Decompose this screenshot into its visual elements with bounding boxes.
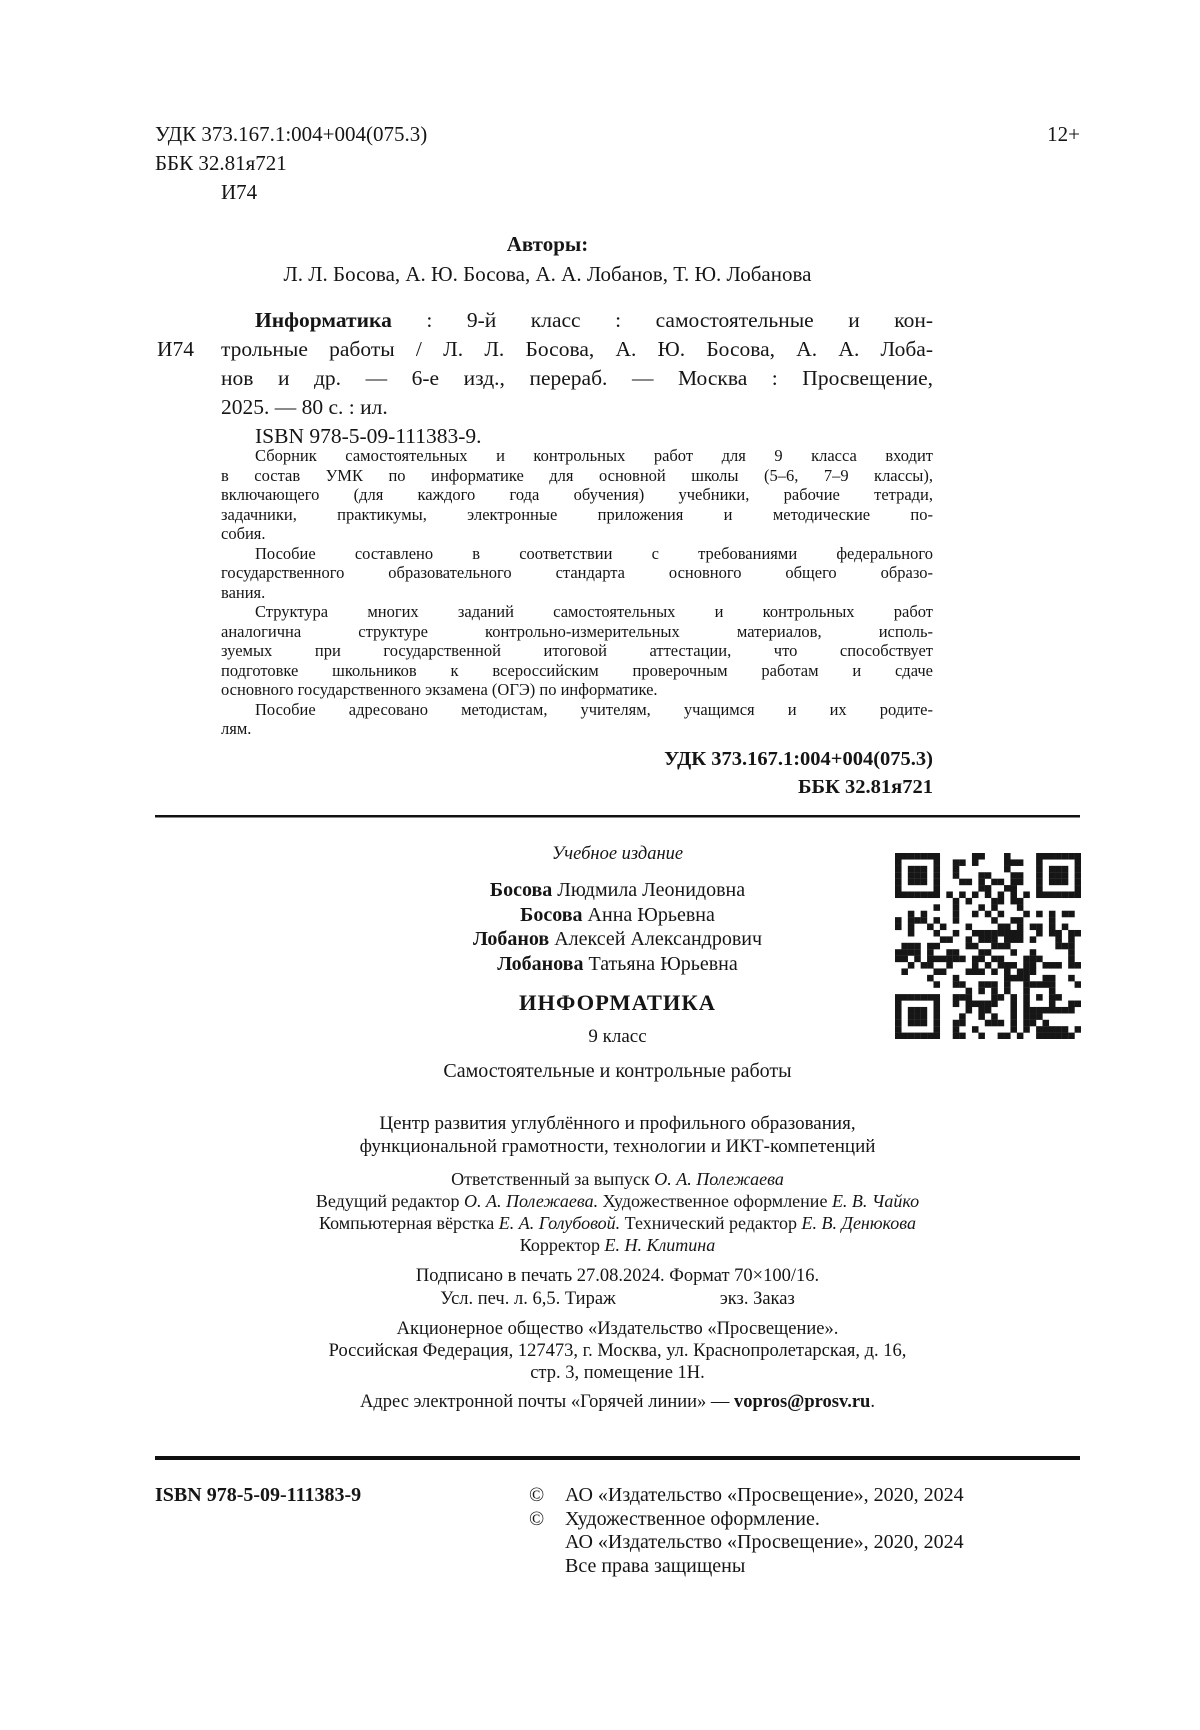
print-info — [155, 1265, 1080, 1311]
udk-code: УДК 373.167.1:004+004(075.3) — [155, 122, 428, 146]
bottom-block — [155, 1484, 1080, 1578]
annotation-line — [221, 700, 933, 720]
copyright-symbol: © — [529, 1507, 545, 1530]
text-segment: Босова — [520, 903, 583, 926]
bibliographic-line — [221, 393, 933, 422]
classification-index: И74 — [221, 180, 258, 204]
copyright-line — [529, 1484, 1080, 1508]
annotation-line — [221, 602, 933, 622]
department-note-line — [155, 1112, 1080, 1135]
annotation-line — [221, 524, 933, 544]
bibliographic-entry — [157, 306, 933, 451]
annotation-line — [221, 466, 933, 486]
publisher-address-line — [155, 1340, 1080, 1362]
staff-credit-line — [155, 1212, 1080, 1234]
classification-codes — [155, 120, 427, 207]
annotation-line — [221, 583, 933, 603]
copyright-block — [529, 1484, 1080, 1578]
text-segment: Акционерное общество «Издательство «Просвещение». — [396, 1319, 839, 1339]
author-full-name — [155, 927, 1080, 952]
hotline-email-line — [155, 1391, 1080, 1413]
annotation-line — [221, 641, 933, 661]
udk-code-repeat: УДК 373.167.1:004+004(075.3) — [664, 747, 933, 770]
annotation-line — [221, 544, 933, 564]
annotation-line — [221, 505, 933, 525]
author-full-name — [155, 878, 1080, 903]
text-segment: . — [870, 1392, 875, 1412]
colophon — [155, 836, 1080, 1413]
annotation-line — [221, 446, 933, 466]
bibliographic-line — [221, 335, 933, 364]
staff-credits — [155, 1168, 1080, 1256]
staff-credit-line — [155, 1190, 1080, 1212]
text-segment: функциональной грамотности, технологии и ИКТ-компетенций — [359, 1136, 876, 1157]
bibliographic-line — [221, 306, 933, 335]
authors-block — [155, 229, 940, 289]
publisher-address — [155, 1318, 1080, 1384]
book-title: ИНФОРМАТИКА — [519, 990, 716, 1015]
text-segment: АО «Издательство «Просвещение», 2020, 2024 — [565, 1484, 964, 1506]
text-segment: аналогична структуре контрольно-измерительных материалов, исполь- — [221, 621, 933, 641]
annotation-paragraph — [221, 602, 933, 700]
annotation-paragraph — [221, 446, 933, 544]
text-segment: Все права защищены — [565, 1554, 746, 1577]
text-segment: в состав УМК по информатике для основной школы (5–6, 7–9 классы), — [221, 465, 933, 485]
annotation-line — [221, 563, 933, 583]
copyright-line — [529, 1508, 1080, 1532]
bbk-code: ББК 32.81я721 — [155, 151, 287, 175]
text-segment: Татьяна Юрьевна — [583, 952, 738, 975]
blank-tirage-space — [616, 1303, 720, 1304]
text-segment: государственного образовательного стандарта основного общего образо- — [221, 563, 933, 582]
text-segment: вания. — [221, 582, 266, 602]
text-segment: трольные работы / Л. Л. Босова, А. Ю. Босова, А. А. Лоба- — [221, 337, 933, 361]
staff-credit-line — [155, 1234, 1080, 1256]
text-segment: Художественное оформление — [598, 1191, 832, 1211]
text-segment: стр. 3, помещение 1Н. — [530, 1363, 705, 1383]
text-segment: Босова — [489, 879, 553, 901]
staff-credit-line — [155, 1168, 1080, 1190]
margin-classification-index: И74 — [157, 337, 195, 361]
top-divider-rule — [155, 815, 1080, 818]
grade-label: 9 класс — [588, 1026, 647, 1047]
text-segment: нов и др. — 6-е изд., перераб. — Москва : Просвещение, — [221, 366, 933, 390]
text-segment: Подписано в печать 27.08.2024. Формат 70×100/16. — [415, 1266, 820, 1286]
text-segment: О. А. Полежаева — [654, 1169, 784, 1189]
text-segment: Художественное оформление. — [565, 1507, 820, 1530]
bibliographic-line — [221, 364, 933, 393]
text-segment: Лобанов — [472, 928, 550, 950]
text-segment: экз. Заказ — [719, 1289, 795, 1309]
annotation-paragraph — [221, 544, 933, 603]
text-segment: Пособие составлено в соответствии с требованиями федерального — [255, 543, 933, 563]
annotation-paragraphs — [221, 446, 933, 739]
text-segment: Центр развития углублённого и профильного образования, — [379, 1113, 856, 1134]
edition-type-label: Учебное издание — [551, 844, 684, 864]
bbk-code-repeat: ББК 32.81я721 — [797, 775, 933, 798]
print-info-line — [155, 1265, 1080, 1288]
text-segment: : 9-й класс : самостоятельные и кон- — [391, 308, 933, 332]
author-full-name — [155, 903, 1080, 928]
text-segment: лям. — [221, 719, 252, 738]
text-segment: Е. А. Голубовой. — [498, 1213, 621, 1233]
text-segment: Технический редактор — [620, 1213, 802, 1233]
annotation-paragraph — [221, 700, 933, 739]
copyright-line — [529, 1555, 1080, 1579]
text-segment: Анна Юрьевна — [582, 903, 715, 926]
text-segment: включающего (для каждого года обучения) учебники, рабочие тетради, — [221, 485, 933, 504]
annotation — [221, 446, 933, 801]
annotation-line — [221, 680, 933, 700]
text-segment: подготовке школьников к всероссийским проверочным работам и сдаче — [221, 660, 933, 680]
text-segment: Е. В. Денюкова — [801, 1213, 916, 1233]
text-segment: Е. Н. Клитина — [604, 1235, 716, 1255]
text-segment: Алексей Александрович — [549, 928, 763, 950]
text-segment: 2025. — 80 с. : ил. — [221, 395, 388, 419]
text-segment: Структура многих заданий самостоятельных и контрольных работ — [255, 602, 933, 621]
text-segment: Компьютерная вёрстка — [319, 1213, 499, 1233]
bottom-isbn: ISBN 978-5-09-111383-9 — [155, 1484, 362, 1506]
department-note-line — [155, 1135, 1080, 1158]
text-segment: собия. — [221, 524, 266, 543]
text-segment: Пособие адресовано методистам, учителям, учащимся и их родите- — [255, 699, 933, 719]
text-segment: Информатика — [255, 308, 392, 332]
text-segment: Ведущий редактор — [315, 1191, 464, 1211]
bibliographic-lines — [221, 306, 933, 422]
text-segment: задачники, практикумы, электронные приложения и методические по- — [221, 504, 933, 524]
copyright-line — [529, 1531, 1080, 1555]
text-segment: Адрес электронной почты «Горячей линии» — — [360, 1392, 735, 1412]
text-segment: зуемых при государственной итоговой аттестации, что способствует — [221, 641, 933, 660]
annotation-line — [221, 719, 933, 739]
classification-repeat — [221, 745, 933, 801]
text-segment: основного государственного экзамена (ОГЭ) по информатике. — [221, 680, 658, 699]
bottom-divider-rule — [155, 1456, 1080, 1460]
age-rating-badge: 12+ — [1047, 122, 1080, 146]
text-segment: Российская Федерация, 127473, г. Москва, ул. Краснопролетарская, д. 16, — [328, 1341, 907, 1361]
publisher-address-line — [155, 1318, 1080, 1340]
text-segment: Усл. печ. л. 6,5. Тираж — [440, 1289, 616, 1309]
print-info-line — [155, 1288, 1080, 1311]
annotation-line — [221, 661, 933, 681]
text-segment: Людмила Леонидовна — [552, 879, 746, 901]
publisher-address-line — [155, 1362, 1080, 1384]
hotline-email — [155, 1391, 1080, 1413]
department-note — [155, 1112, 1080, 1158]
text-segment: АО «Издательство «Просвещение», 2020, 2024 — [565, 1531, 964, 1553]
authors-list: Л. Л. Босова, А. Ю. Босова, А. А. Лобанов, Т. Ю. Лобанова — [283, 262, 812, 286]
text-segment: Лобанова — [497, 952, 584, 975]
authors-full-names — [155, 878, 1080, 976]
isbn-line: ISBN 978-5-09-111383-9. — [255, 424, 482, 448]
authors-heading: Авторы: — [506, 232, 589, 256]
work-type-subtitle: Самостоятельные и контрольные работы — [443, 1060, 792, 1082]
author-full-name — [155, 952, 1080, 977]
annotation-line — [221, 622, 933, 642]
top-classification-block — [155, 120, 1080, 207]
text-segment: vopros@prosv.ru — [734, 1392, 871, 1412]
copyright-symbol: © — [529, 1484, 545, 1506]
text-segment: Сборник самостоятельных и контрольных работ для 9 класса входит — [255, 446, 933, 465]
text-segment: О. А. Полежаева. — [464, 1191, 599, 1211]
annotation-line — [221, 485, 933, 505]
text-segment: Ответственный за выпуск — [451, 1169, 655, 1189]
text-segment: Е. В. Чайко — [831, 1191, 920, 1211]
text-segment: Корректор — [519, 1235, 605, 1255]
